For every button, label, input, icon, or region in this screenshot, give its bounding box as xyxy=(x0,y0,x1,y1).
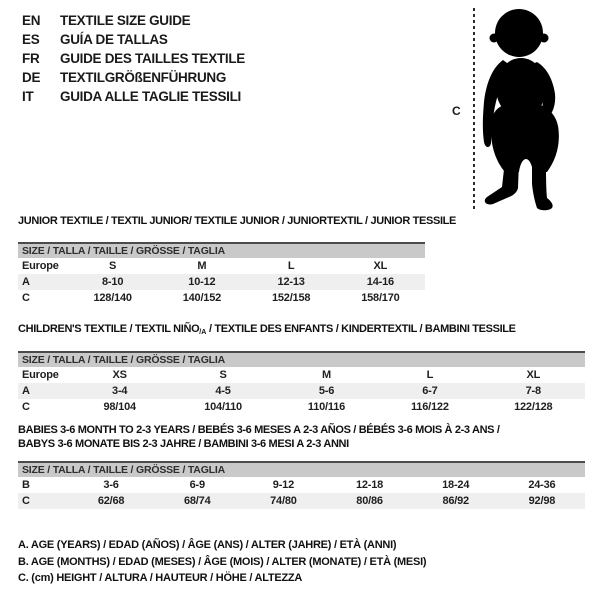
table-cell: L xyxy=(426,369,434,381)
table-row xyxy=(18,258,425,274)
table-cell: 14-16 xyxy=(336,274,425,290)
table-title-text: CHILDREN'S TEXTILE / TEXTIL NIÑO xyxy=(18,323,200,335)
size-header-bar: SIZE / TALLA / TAILLE / GRÖSSE / TAGLIA xyxy=(18,351,585,367)
table-title xyxy=(18,322,585,340)
footnote-line-c: C. (cm) HEIGHT / ALTURA / HAUTEUR / HÖHE / ALTEZZA xyxy=(18,572,303,584)
table-cell: 104/110 xyxy=(204,401,242,413)
language-row xyxy=(22,11,245,30)
junior-textile-table-section xyxy=(18,214,457,306)
table-row xyxy=(18,367,585,383)
language-title: GUÍA DE TALLAS xyxy=(60,32,168,47)
table-cell: S xyxy=(109,260,117,272)
table-row xyxy=(18,383,585,399)
table-cell: 110/116 xyxy=(307,401,346,413)
table-cell: 80/86 xyxy=(326,493,412,509)
silhouette-leg-right xyxy=(532,161,553,210)
footnote-line-b: B. AGE (MONTHS) / EDAD (MESES) / ÂGE (MOIS) / ALTER (MONATE) / ETÀ (MESI) xyxy=(18,555,427,568)
language-row xyxy=(22,68,245,87)
table-cell: 3-6 xyxy=(103,479,119,491)
footnote-line-a: A. AGE (YEARS) / EDAD (AÑOS) / ÂGE (ANS) / ALTER (JAHRE) / ETÀ (ANNI) xyxy=(18,539,397,551)
table-cell: XL xyxy=(373,260,388,272)
size-header-bar: SIZE / TALLA / TAILLE / GRÖSSE / TAGLIA xyxy=(18,242,425,258)
language-row xyxy=(22,30,245,49)
language-code: FR xyxy=(22,51,40,66)
table-cell: 12-18 xyxy=(355,479,384,491)
table-title-line1: BABIES 3-6 MONTH TO 2-3 YEARS / BEBÉS 3-6 MESES A 2-3 AÑOS / BÉBÉS 3-6 MOIS À 2-3 ANS / xyxy=(18,424,500,436)
table-cell: 7-8 xyxy=(482,383,585,399)
table-cell: 74/80 xyxy=(240,493,326,509)
table-row xyxy=(18,493,585,509)
table-title-text: / TEXTILE DES ENFANTS / KINDERTEXTIL / BAMBINI TESSILE xyxy=(206,323,516,335)
table-row xyxy=(18,477,585,493)
row-label-cell: Europe xyxy=(22,369,59,381)
table-cell: 122/128 xyxy=(514,401,553,413)
row-label-cell: C xyxy=(22,401,30,413)
table-cell: 6-9 xyxy=(189,479,205,491)
table-cell: L xyxy=(287,260,295,272)
language-row xyxy=(22,87,245,106)
table-cell: XS xyxy=(112,369,127,381)
footnotes xyxy=(18,537,426,587)
table-cell: 116/122 xyxy=(410,401,449,413)
table-cell: 86/92 xyxy=(413,493,499,509)
size-header-bar: SIZE / TALLA / TAILLE / GRÖSSE / TAGLIA xyxy=(18,461,585,477)
table-title: JUNIOR TEXTILE / TEXTIL JUNIOR/ TEXTILE JUNIOR / JUNIORTEXTIL / JUNIOR TESSILE xyxy=(18,215,457,227)
silhouette-ear-left xyxy=(490,34,499,43)
row-label-cell: A xyxy=(18,383,68,399)
table-cell: 6-7 xyxy=(378,383,481,399)
measure-label-c: C xyxy=(452,104,461,118)
size-table xyxy=(18,258,425,306)
table-cell: 3-4 xyxy=(68,383,171,399)
language-code: ES xyxy=(22,32,40,47)
language-code: IT xyxy=(22,89,34,104)
row-label-cell: B xyxy=(22,479,30,491)
table-cell: 5-6 xyxy=(275,383,378,399)
table-row xyxy=(18,274,425,290)
row-label-cell: Europe xyxy=(22,260,59,272)
size-table xyxy=(18,367,585,415)
table-cell: 152/158 xyxy=(271,292,311,304)
children-textile-table-section xyxy=(18,322,585,415)
language-title: GUIDA ALLE TAGLIE TESSILI xyxy=(60,89,241,104)
table-title-line2: BABYS 3-6 MONATE BIS 2-3 JAHRE / BAMBINI 3-6 MESI A 2-3 ANNI xyxy=(18,438,349,450)
table-row xyxy=(18,399,585,415)
table-cell: 98/104 xyxy=(103,401,136,413)
table-title-subscript: /A xyxy=(199,329,207,336)
table-cell: 18-24 xyxy=(442,479,470,491)
table-cell: 12-13 xyxy=(247,274,336,290)
size-table xyxy=(18,477,585,509)
table-cell: 140/152 xyxy=(182,292,222,304)
language-code: EN xyxy=(22,13,41,28)
silhouette-head xyxy=(495,9,543,57)
row-label-cell: A xyxy=(18,274,68,290)
table-cell: 24-36 xyxy=(528,479,556,491)
table-cell: S xyxy=(219,369,227,381)
toddler-silhouette-icon xyxy=(479,6,589,212)
language-title: TEXTILGRÖßENFÜHRUNG xyxy=(60,70,227,85)
table-cell: 62/68 xyxy=(68,493,154,509)
table-row xyxy=(18,290,425,306)
table-cell: 68/74 xyxy=(154,493,240,509)
table-cell: M xyxy=(321,369,331,381)
table-cell: 158/170 xyxy=(361,292,400,304)
height-measure-dotted-line xyxy=(473,8,475,210)
language-title: TEXTILE SIZE GUIDE xyxy=(60,13,191,28)
language-title-list xyxy=(22,11,245,106)
row-label-cell: C xyxy=(22,292,30,304)
silhouette-ear-right xyxy=(540,34,549,43)
language-code: DE xyxy=(22,70,41,85)
language-title: GUIDE DES TAILLES TEXTILE xyxy=(60,51,246,66)
babies-textile-table-section xyxy=(18,423,585,509)
language-row xyxy=(22,49,245,68)
table-cell: 4-5 xyxy=(171,383,274,399)
table-cell: 8-10 xyxy=(68,274,157,290)
table-cell: 92/98 xyxy=(499,493,585,509)
table-cell: 9-12 xyxy=(272,479,294,491)
table-cell: M xyxy=(197,260,207,272)
row-label-cell: C xyxy=(18,493,68,509)
table-cell: XL xyxy=(526,369,541,381)
table-cell: 128/140 xyxy=(93,292,132,304)
table-cell: 10-12 xyxy=(157,274,246,290)
